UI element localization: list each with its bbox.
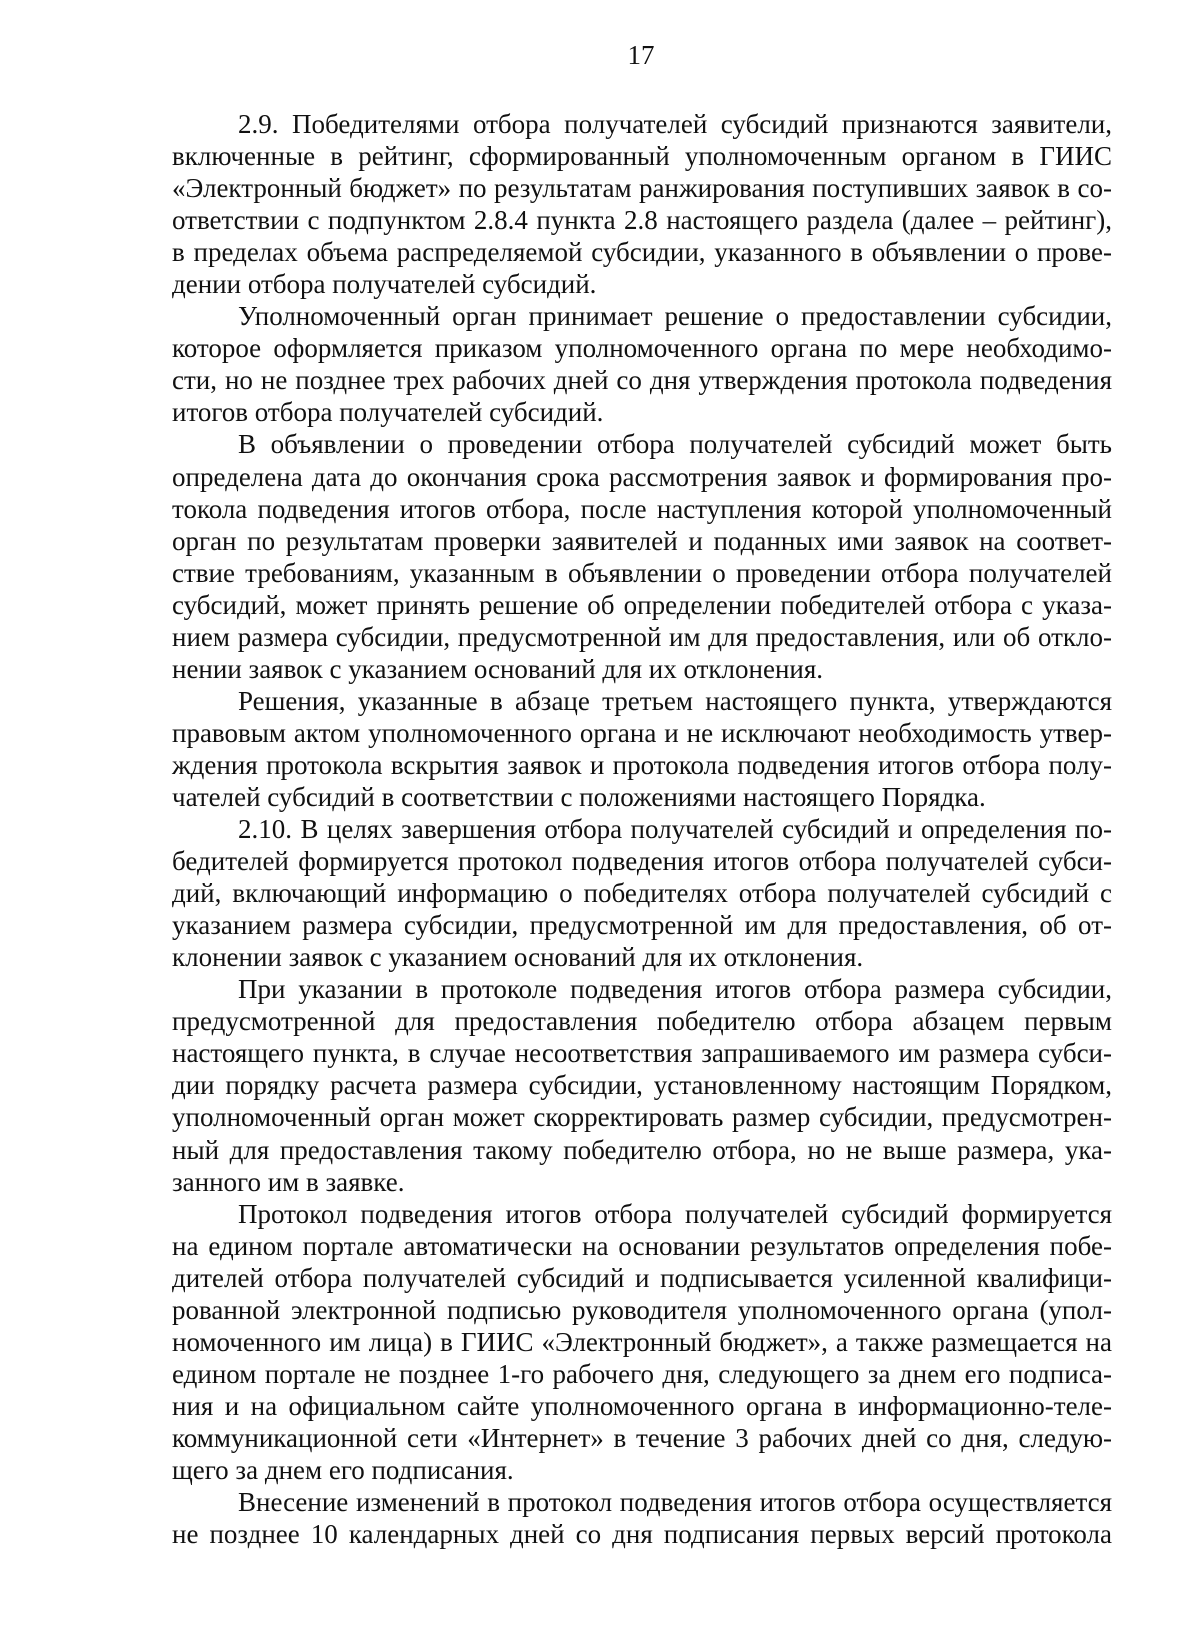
text-line: ждения протокола вскрытия заявок и протокола подведения итогов отбора полу- [172, 749, 1112, 780]
text-line: указанием размера субсидии, предусмотренной им для предоставления, об от- [172, 910, 1112, 941]
text-line: уполномоченный орган может скорректировать размер субсидии, предусмотрен- [172, 1102, 1112, 1133]
text-line: клонении заявок с указанием оснований для их отклонения. [172, 942, 864, 973]
text-line: не позднее 10 календарных дней со дня подписания первых версий протокола [172, 1519, 1112, 1550]
text-line: ствие требованиям, указанным в объявлении о проведении отбора получателей [172, 557, 1112, 588]
text-line: ния и на официальном сайте уполномоченного органа в информационно-теле- [172, 1390, 1112, 1421]
text-line: дителей отбора получателей субсидий и подписывается усиленной квалифици- [172, 1262, 1112, 1293]
text-line: «Электронный бюджет» по результатам ранжирования поступивших заявок в со- [172, 173, 1112, 204]
paragraph-size-correction [172, 973, 1112, 1197]
paragraph-announcement [172, 428, 1112, 684]
text-line: бедителей формируется протокол подведения итогов отбора получателей субси- [172, 846, 1112, 877]
text-line: определена дата до окончания срока рассмотрения заявок и формирования про- [172, 461, 1112, 492]
text-line: включенные в рейтинг, сформированный уполномоченным органом в ГИИС [172, 141, 1112, 172]
text-line: рованной электронной подписью руководителя уполномоченного органа (упол- [172, 1294, 1112, 1325]
text-line: едином портале не позднее 1-го рабочего дня, следующего за днем его подписа- [172, 1358, 1112, 1389]
text-line: на едином портале автоматически на основании результатов определения побе- [172, 1230, 1112, 1261]
page-number: 17 [627, 40, 655, 70]
text-line: ответствии с подпунктом 2.8.4 пункта 2.8 настоящего раздела (далее – рейтинг), [172, 205, 1112, 236]
document-body [172, 108, 1112, 1550]
text-line: настоящего пункта, в случае несоответствия запрашиваемого им размера субси- [172, 1038, 1112, 1069]
text-line: коммуникационной сети «Интернет» в течение 3 рабочих дней со дня, следую- [172, 1422, 1112, 1453]
text-line: дении отбора получателей субсидий. [172, 269, 597, 300]
text-line: При указании в протоколе подведения итогов отбора размера субсидии, [238, 974, 1112, 1005]
text-line: дий, включающий информацию о победителях отбора получателей субсидий с [172, 878, 1112, 909]
text-line: Уполномоченный орган принимает решение о предоставлении субсидии, [238, 301, 1112, 332]
paragraph-2-10 [172, 813, 1112, 973]
text-line: В объявлении о проведении отбора получателей субсидий может быть [238, 429, 1112, 460]
text-line: 2.9. Победителями отбора получателей субсидий признаются заявители, [238, 109, 1112, 139]
paragraph-decisions [172, 685, 1112, 813]
text-line: занного им в заявке. [172, 1166, 405, 1197]
text-line: Решения, указанные в абзаце третьем настоящего пункта, утверждаются [238, 685, 1112, 716]
text-line: предусмотренной для предоставления победителю отбора абзацем первым [172, 1006, 1112, 1037]
text-line: нении заявок с указанием оснований для их отклонения. [172, 653, 824, 684]
text-line: итогов отбора получателей субсидий. [172, 397, 604, 428]
text-line: токола подведения итогов отбора, после наступления которой уполномоченный [172, 493, 1112, 524]
text-line: дии порядку расчета размера субсидии, установленному настоящим Порядком, [172, 1070, 1112, 1101]
text-line: номоченного им лица) в ГИИС «Электронный бюджет», а также размещается на [172, 1326, 1112, 1357]
text-line: Протокол подведения итогов отбора получателей субсидий формируется [238, 1198, 1112, 1229]
text-line: правовым актом уполномоченного органа и не исключают необходимость утвер- [172, 717, 1112, 748]
text-line: которое оформляется приказом уполномоченного органа по мере необходимо- [172, 333, 1112, 364]
text-line: 2.10. В целях завершения отбора получателей субсидий и определения по- [238, 814, 1112, 845]
paragraph-decision [172, 300, 1112, 428]
text-line: сти, но не позднее трех рабочих дней со дня утверждения протокола подведения [172, 365, 1112, 396]
text-line: Внесение изменений в протокол подведения итогов отбора осуществляется [238, 1487, 1112, 1518]
text-line: щего за днем его подписания. [172, 1454, 514, 1485]
paragraph-2-9 [172, 108, 1112, 300]
paragraph-protocol-publication [172, 1198, 1112, 1486]
paragraph-amendments [172, 1486, 1112, 1550]
text-line: ный для предоставления такому победителю отбора, но не выше размера, ука- [172, 1134, 1112, 1165]
text-line: в пределах объема распределяемой субсидии, указанного в объявлении о прове- [172, 237, 1112, 268]
text-line: орган по результатам проверки заявителей и поданных ими заявок на соответ- [172, 525, 1112, 556]
text-line: субсидий, может принять решение об определении победителей отбора с указа- [172, 589, 1112, 620]
text-line: нием размера субсидии, предусмотренной им для предоставления, или об откло- [172, 621, 1112, 652]
text-line: чателей субсидий в соответствии с положениями настоящего Порядка. [172, 781, 986, 812]
